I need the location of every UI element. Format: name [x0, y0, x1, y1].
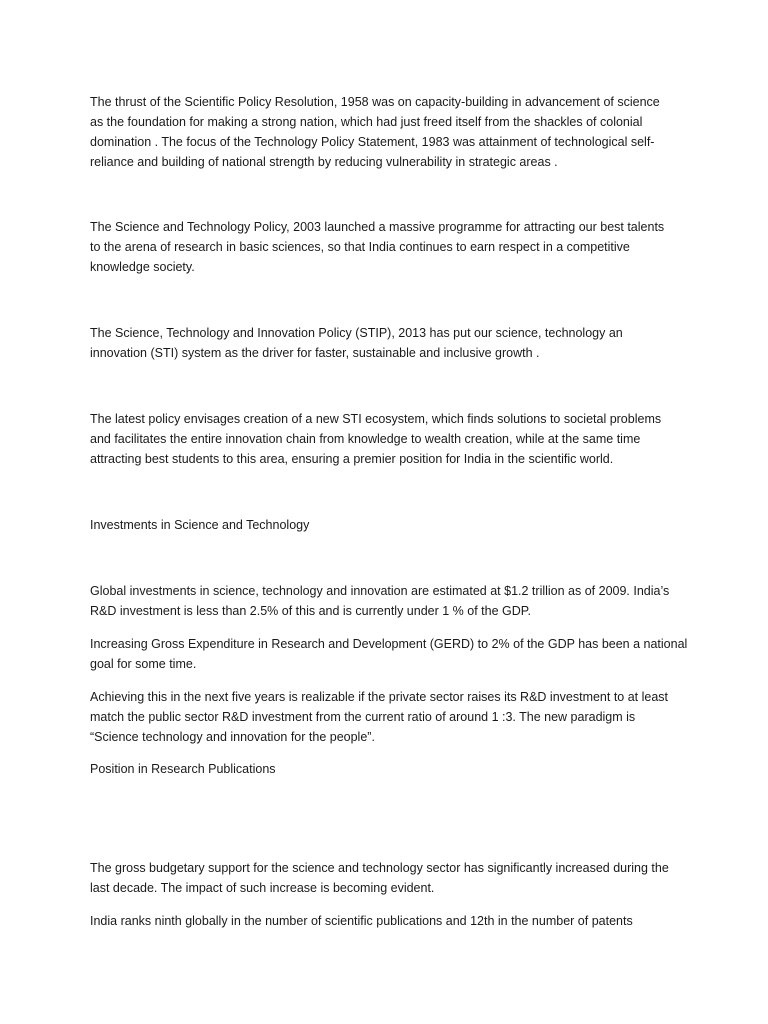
text-line: and facilitates the entire innovation chain from knowledge to wealth creation, while at the same time [90, 432, 641, 446]
text-line: The latest policy envisages creation of a new STI ecosystem, which finds solutions to societal problems [90, 412, 662, 426]
text-line: knowledge society. [90, 260, 195, 274]
section-heading: Investments in Science and Technology [90, 518, 310, 532]
text-line: The Science and Technology Policy, 2003 launched a massive programme for attracting our best talents [90, 220, 665, 234]
paragraph-stip-2013 [90, 323, 682, 363]
text-line: R&D investment is less than 2.5% of this and is currently under 1 % of the GDP. [90, 604, 531, 618]
text-line: The gross budgetary support for the science and technology sector has significantly increased during the [90, 861, 669, 875]
heading-research-publications [90, 759, 682, 779]
text-line: Global investments in science, technology and innovation are estimated at $1.2 trillion as of 2009. India’s [90, 584, 670, 598]
text-line: innovation (STI) system as the driver for faster, sustainable and inclusive growth . [90, 346, 540, 360]
paragraph-private-sector [90, 687, 682, 747]
text-line: Increasing Gross Expenditure in Research and Development (GERD) to 2% of the GDP has been a national [90, 637, 688, 651]
text-line: to the arena of research in basic sciences, so that India continues to earn respect in a competitive [90, 240, 630, 254]
text-line: as the foundation for making a strong nation, which had just freed itself from the shackles of colonial [90, 115, 643, 129]
paragraph-budgetary-support [90, 858, 682, 898]
paragraph-scientific-policy-resolution [90, 92, 682, 172]
heading-investments [90, 515, 682, 535]
text-line: Achieving this in the next five years is realizable if the private sector raises its R&D investment to at least [90, 690, 669, 704]
paragraph-latest-policy [90, 409, 682, 469]
text-line: India ranks ninth globally in the number of scientific publications and 12th in the number of patents [90, 914, 633, 928]
text-line: reliance and building of national strength by reducing vulnerability in strategic areas . [90, 155, 558, 169]
paragraph-gerd-goal [90, 634, 688, 674]
text-line: match the public sector R&D investment from the current ratio of around 1 :3. The new paradigm is [90, 710, 636, 724]
paragraph-science-technology-policy-2003 [90, 217, 682, 277]
text-line: domination . The focus of the Technology Policy Statement, 1983 was attainment of technological self- [90, 135, 655, 149]
text-line: The thrust of the Scientific Policy Resolution, 1958 was on capacity-building in advancement of science [90, 95, 660, 109]
text-line: last decade. The impact of such increase is becoming evident. [90, 881, 435, 895]
text-line: attracting best students to this area, ensuring a premier position for India in the scientific world. [90, 452, 614, 466]
paragraph-india-ranks [90, 911, 682, 931]
text-line: The Science, Technology and Innovation Policy (STIP), 2013 has put our science, technology an [90, 326, 623, 340]
text-line: goal for some time. [90, 657, 197, 671]
paragraph-global-investments [90, 581, 682, 621]
section-heading: Position in Research Publications [90, 762, 276, 776]
text-line: “Science technology and innovation for the people”. [90, 730, 375, 744]
